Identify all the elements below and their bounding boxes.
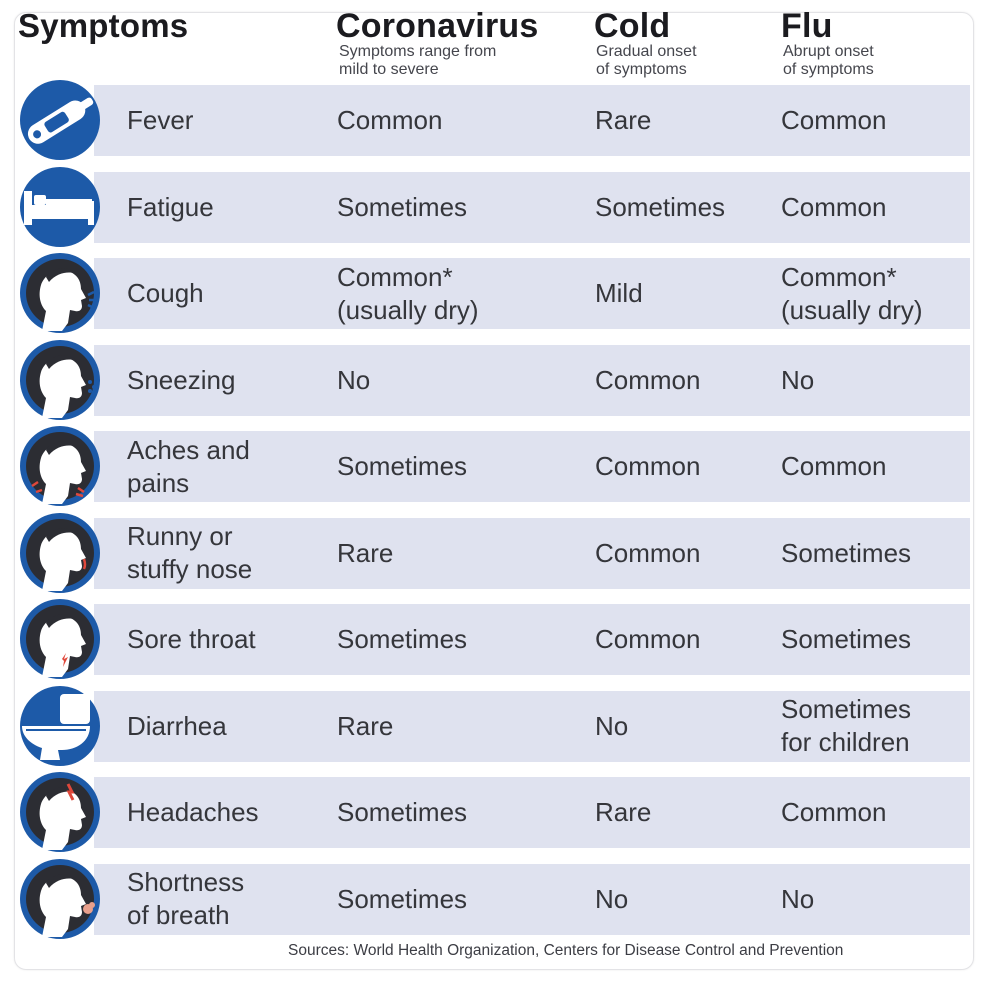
symptom-label: Headaches [127, 797, 259, 827]
symptom-label: Sneezing [127, 364, 236, 395]
coronavirus-value: Common* (usually dry) [337, 261, 479, 325]
symptom-label: Aches and pains [127, 434, 250, 498]
cold-value: Rare [595, 797, 652, 827]
table-row [24, 431, 970, 502]
symptom-label: Shortness of breath [127, 867, 245, 930]
cold-value: Common [595, 537, 701, 568]
headache-icon [18, 770, 102, 854]
subheader-cold: Gradual onset of symptoms [596, 43, 697, 78]
cold-value: Common [595, 364, 701, 395]
runny-nose-icon [18, 511, 102, 595]
coronavirus-value: Sometimes [337, 451, 468, 481]
cold-value: No [595, 883, 629, 914]
coronavirus-value: Sometimes [337, 797, 468, 827]
toilet-icon [18, 684, 102, 768]
cold-value: Mild [595, 278, 643, 308]
coronavirus-value: Sometimes [337, 191, 468, 222]
sneeze-icon [18, 338, 102, 422]
table-row [24, 777, 970, 848]
cough-icon [18, 251, 102, 335]
coronavirus-value: Common [337, 105, 443, 135]
table-row [24, 345, 970, 416]
header-symptoms: Symptoms [18, 7, 189, 44]
table-row [24, 691, 970, 762]
table-row [24, 172, 970, 243]
coronavirus-value: Sometimes [337, 624, 468, 654]
sore-throat-icon [18, 597, 102, 681]
cold-value: Sometimes [595, 191, 726, 222]
table-row [24, 258, 970, 329]
flu-value: Common [781, 191, 887, 222]
symptom-label: Runny or stuffy nose [127, 521, 253, 584]
source-note: Sources: World Health Organization, Centers for Disease Control and Prevention [288, 942, 844, 959]
flu-value: Common [781, 105, 887, 135]
table-row [24, 864, 970, 935]
cold-value: Rare [595, 105, 652, 135]
table-row [24, 85, 970, 156]
table-row [24, 518, 970, 589]
coronavirus-value: Rare [337, 710, 394, 741]
subheader-coronavirus: Symptoms range from mild to severe [339, 43, 497, 78]
symptom-label: Sore throat [127, 624, 256, 654]
symptom-label: Fatigue [127, 191, 214, 222]
symptom-label: Fever [127, 105, 194, 135]
symptom-label: Cough [127, 278, 204, 308]
flu-value: No [781, 364, 815, 395]
header-flu: Flu [781, 7, 833, 45]
aches-icon [18, 424, 102, 508]
cold-value: Common [595, 451, 701, 481]
flu-value: Common [781, 797, 887, 827]
flu-value: Sometimes [781, 537, 912, 568]
shortness-of-breath-icon [18, 857, 102, 941]
flu-value: Sometimes [781, 624, 912, 654]
subheader-flu: Abrupt onset of symptoms [783, 43, 874, 78]
coronavirus-value: Rare [337, 537, 394, 568]
flu-value: No [781, 883, 815, 914]
header-cold: Cold [594, 7, 671, 45]
coronavirus-value: No [337, 364, 371, 395]
coronavirus-value: Sometimes [337, 883, 468, 914]
cold-value: Common [595, 624, 701, 654]
flu-value: Sometimes for children [781, 694, 912, 757]
bed-icon [18, 165, 102, 249]
thermometer-icon [18, 78, 102, 162]
flu-value: Common [781, 451, 887, 481]
table-row [24, 604, 970, 675]
flu-value: Common* (usually dry) [781, 261, 923, 325]
header-coronavirus: Coronavirus [336, 7, 539, 45]
cold-value: No [595, 710, 629, 741]
symptom-label: Diarrhea [127, 710, 227, 741]
